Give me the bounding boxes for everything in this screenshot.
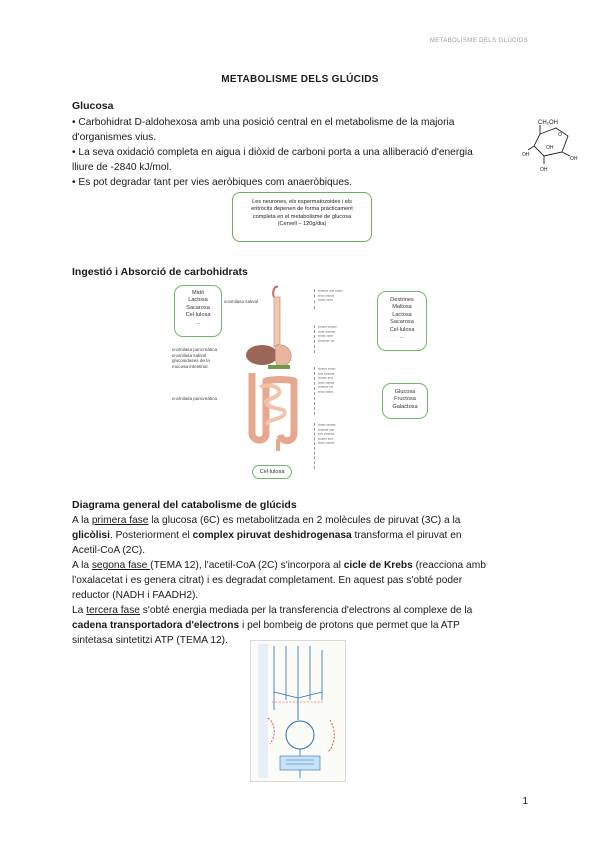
pancreas-label-line: α-amilasa salival <box>172 352 207 358</box>
page-number: 1 <box>522 796 528 807</box>
label-oh-bottom: OH <box>540 167 548 173</box>
cellulose-box: Cel·lulosa <box>252 465 292 479</box>
running-header: METABOLISME DELS GLÚCIDS <box>429 38 528 44</box>
right-top-bubble-item: Sacarosa <box>390 319 414 326</box>
digestive-tract-drawing <box>234 283 318 463</box>
right-top-bubble-item: Dextrines <box>390 297 414 303</box>
glucosa-bullet1-line2: d'organismes vius. <box>72 132 157 143</box>
page-title: METABOLISME DELS GLÚCIDS <box>221 74 379 85</box>
label-o: O <box>558 132 562 138</box>
right-top-bubble <box>377 291 427 351</box>
glucosa-text <box>72 115 522 190</box>
pancreas-shape <box>268 365 290 369</box>
glucosa-heading: Glucosa <box>72 100 114 112</box>
esophagus-shape <box>274 297 280 347</box>
phase-stripe <box>258 644 268 778</box>
right-mid-bubble-item: Galactosa <box>392 403 418 410</box>
liver-shape <box>246 345 278 365</box>
diagrama-line8: cadena transportadora d'electrons i pel bombeig de protons que permet que la ATP <box>72 620 460 631</box>
pancreas-label-line: glucosidases de la <box>172 358 210 364</box>
pancreatic-label-block <box>172 347 236 369</box>
diagrama-text <box>72 513 532 648</box>
description-block: ▪▪▪▪▪▪▪ ▪▪▪▪▪▪ ▪▪▪▪ ▪▪▪▪▪▪▪▪ ▪▪▪▪▪▪▪ ▪▪▪▪ ▪▪▪▪▪ ▪▪▪▪▪▪▪ ▪▪▪▪▪▪▪▪ ▪▪▪ ▪▪▪▪▪ ▪▪▪▪▪▪ <box>314 367 378 415</box>
right-top-bubble-item: Lactosa <box>392 311 412 318</box>
description-block: ▪▪▪▪▪▪▪▪ ▪▪▪▪ ▪▪▪▪▪▪ ▪▪▪▪▪ ▪▪▪▪▪▪▪ ▪▪▪▪▪▪ ▪▪▪▪▪ <box>314 289 378 309</box>
catabolism-overview-figure <box>250 640 346 782</box>
left-bubble-item: Midó <box>191 290 205 296</box>
right-mid-bubble <box>382 383 428 419</box>
left-carbohydrates-bubble <box>174 285 222 337</box>
left-bubble-item: Lactosa <box>188 297 208 304</box>
pancreas-label-line: α-amilasa pancreàtica <box>172 347 218 352</box>
glucosa-bullet1-line1: • Carbohidrat D-aldohexosa amb una posició central en el metabolisme de la majoria <box>72 117 455 128</box>
left-bubble-item: ... <box>195 319 201 326</box>
label-oh-right: OH <box>570 156 578 162</box>
glucose-structure-diagram <box>522 116 584 174</box>
note-line2: eritròcits depenen de forma pràcticament <box>251 206 353 213</box>
diagrama-line7: La tercera fase s'obté energia mediada per la transferencia d'electrons al complexe de la <box>72 605 473 616</box>
diagrama-line5: l'oxalacetat i es genera citrat) i es degradat completament. En aquest pas s'obté poder <box>72 575 463 586</box>
pancreas-label-line: mucosa intestinal <box>172 363 208 369</box>
note-line3: completa en el metabolisme de glucosa <box>252 213 352 220</box>
right-mid-bubble-item: Glucosa <box>394 389 416 395</box>
glucosa-bullet3: • Es pot degradar tant per vies aeròbiques com anaeròbiques. <box>72 177 352 188</box>
right-top-bubble-item: ... <box>399 334 405 341</box>
digestive-system-figure <box>172 283 430 483</box>
label-ch2oh: CH₂OH <box>538 120 558 126</box>
neurones-note-box <box>232 192 372 242</box>
label-absorption: α-amilasa pancreàtica <box>172 396 218 401</box>
note-line1: Les neurones, els espermatozoides i els <box>252 199 352 205</box>
diagrama-heading: Diagrama general del catabolisme de glúcids <box>72 499 297 511</box>
glucosa-bullet2-line1: • La seva oxidació completa en aigua i diòxid de carboni porta a una alliberació d'energia <box>72 147 473 158</box>
diagrama-line1: A la primera fase la glucosa (6C) es metabolitzada en 2 molècules de piruvat (3C) a la <box>72 515 461 526</box>
glucosa-bullet2-line2: lliure de -2840 kJ/mol. <box>72 162 172 173</box>
left-bubble-item: Cel·lulosa <box>185 312 211 319</box>
ingestio-heading: Ingestió i Absorció de carbohidrats <box>72 266 248 278</box>
diagrama-line2: glicòlisi. Posteriorment el complex piruvat deshidrogenasa transforma el piruvat en <box>72 530 462 541</box>
diagrama-line4: A la segona fase (TEMA 12), l'acetil-CoA (2C) s'incorpora al cicle de Krebs (reacciona amb <box>72 560 486 571</box>
right-mid-bubble-item: Fructosa <box>394 396 416 403</box>
diagrama-line3: Acetil-CoA (2C). <box>72 545 146 556</box>
diagrama-line9: sintetasa sintetitzi ATP (TEMA 12). <box>72 635 228 646</box>
left-bubble-item: Sacarosa <box>186 304 210 311</box>
description-block: ▪▪▪▪▪▪▪ ▪▪▪▪▪▪▪ ▪▪▪▪▪ ▪▪▪▪▪▪▪▪ ▪▪▪▪▪▪ ▪▪▪▪▪ ▪▪▪▪▪▪▪▪▪ ▪▪▪ <box>314 325 378 353</box>
label-oh-left: OH <box>522 152 530 158</box>
right-top-bubble-item: Cel·lulosa <box>389 326 415 333</box>
glucose-ring <box>534 128 568 156</box>
stomach-shape <box>275 345 291 367</box>
label-oh-mid: OH <box>546 145 554 151</box>
electron-transport-box <box>280 756 320 770</box>
label-salivary-amylase: α-amilasa salival <box>224 299 259 304</box>
note-line4: (Cervell – 120g/dia) <box>277 221 327 228</box>
diagrama-line6: reductor (NADH i FAADH2). <box>72 590 199 601</box>
right-top-bubble-item: Maltosa <box>392 304 412 311</box>
description-block: ▪▪▪▪▪▪ ▪▪▪▪▪▪▪ ▪▪▪▪▪▪▪▪ ▪▪▪▪ ▪▪▪▪ ▪▪▪▪▪▪▪▪ ▪▪▪▪▪▪▪ ▪▪▪▪ ▪▪▪▪▪ ▪▪▪▪▪▪▪ <box>314 423 378 469</box>
